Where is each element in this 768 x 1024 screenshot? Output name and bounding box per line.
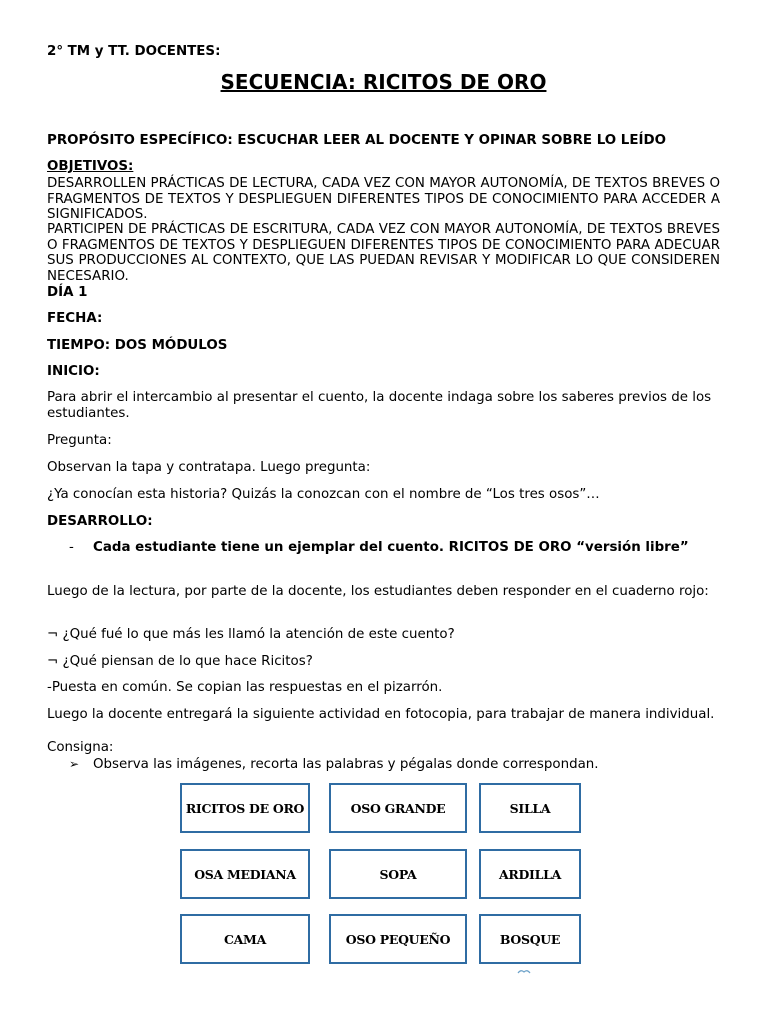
word-card: BOSQUE — [479, 914, 581, 964]
header-label: 2° TM y TT. DOCENTES: — [47, 44, 221, 59]
luego-lectura-paragraph: Luego de la lectura, por parte de la docente, los estudiantes deben responder en el cuaderno rojo: — [47, 584, 709, 599]
desarrollo-heading: DESARROLLO: — [47, 514, 153, 529]
consigna-label: Consigna: — [47, 740, 114, 755]
word-card: OSO GRANDE — [329, 783, 467, 833]
question-1: ¬ ¿Qué fué lo que más les llamó la atención de este cuento? — [47, 627, 455, 642]
word-card: SILLA — [479, 783, 581, 833]
page-title: SECUENCIA: RICITOS DE ORO — [220, 70, 547, 94]
observan-paragraph: Observan la tapa y contratapa. Luego pregunta: — [47, 460, 371, 475]
fecha-heading: FECHA: — [47, 311, 103, 326]
inicio-heading: INICIO: — [47, 364, 100, 379]
luego-docente-paragraph: Luego la docente entregará la siguiente actividad en fotocopia, para trabajar de manera individual. — [47, 707, 715, 722]
objetivos-heading: OBJETIVOS: — [47, 159, 134, 174]
inicio-paragraph: Para abrir el intercambio al presentar el cuento, la docente indaga sobre los saberes previos de los estudiantes. — [47, 390, 712, 421]
dash-bullet: - — [69, 540, 74, 555]
consigna-item: Observa las imágenes, recorta las palabras y pégalas donde correspondan. — [93, 757, 599, 772]
word-card: ARDILLA — [479, 849, 581, 899]
proposito-especifico: PROPÓSITO ESPECÍFICO: ESCUCHAR LEER AL DOCENTE Y OPINAR SOBRE LO LEÍDO — [47, 133, 666, 148]
word-card: SOPA — [329, 849, 467, 899]
bullet-item-ejemplar: Cada estudiante tiene un ejemplar del cuento. RICITOS DE ORO “versión libre” — [93, 540, 689, 555]
conocian-question: ¿Ya conocían esta historia? Quizás la conozcan con el nombre de “Los tres osos”… — [47, 487, 600, 502]
puesta-en-comun: -Puesta en común. Se copian las respuestas en el pizarrón. — [47, 680, 443, 695]
tiempo-heading: TIEMPO: DOS MÓDULOS — [47, 338, 228, 353]
objetivo-1: DESARROLLEN PRÁCTICAS DE LECTURA, CADA VEZ CON MAYOR AUTONOMÍA, DE TEXTOS BREVES O FRAGMENTOS DE TEXTOS Y DESPLIEGUEN DIFERENTES TIPOS DE CONOCIMIENTO PARA ACCEDER A SIGNIFICADOS. — [47, 176, 720, 222]
image-fragment-icon — [517, 968, 531, 974]
word-card: OSA MEDIANA — [180, 849, 310, 899]
word-card: CAMA — [180, 914, 310, 964]
word-card: OSO PEQUEÑO — [329, 914, 467, 964]
dia-heading: DÍA 1 — [47, 285, 88, 300]
pregunta-label: Pregunta: — [47, 433, 112, 448]
objetivo-2: PARTICIPEN DE PRÁCTICAS DE ESCRITURA, CADA VEZ CON MAYOR AUTONOMÍA, DE TEXTOS BREVES O FRAGMENTOS DE TEXTOS Y DESPLIEGUEN DIFERENTES TIPOS DE CONOCIMIENTO PARA ADECUAR SUS PRODUCCIONES AL CONTEXTO, QUE LAS PUEDAN REVISAR Y MODIFICAR LO QUE CONSIDEREN NECESARIO. — [47, 222, 720, 284]
question-2: ¬ ¿Qué piensan de lo que hace Ricitos? — [47, 654, 313, 669]
word-card: RICITOS DE ORO — [180, 783, 310, 833]
arrow-bullet-icon: ➢ — [69, 757, 80, 771]
